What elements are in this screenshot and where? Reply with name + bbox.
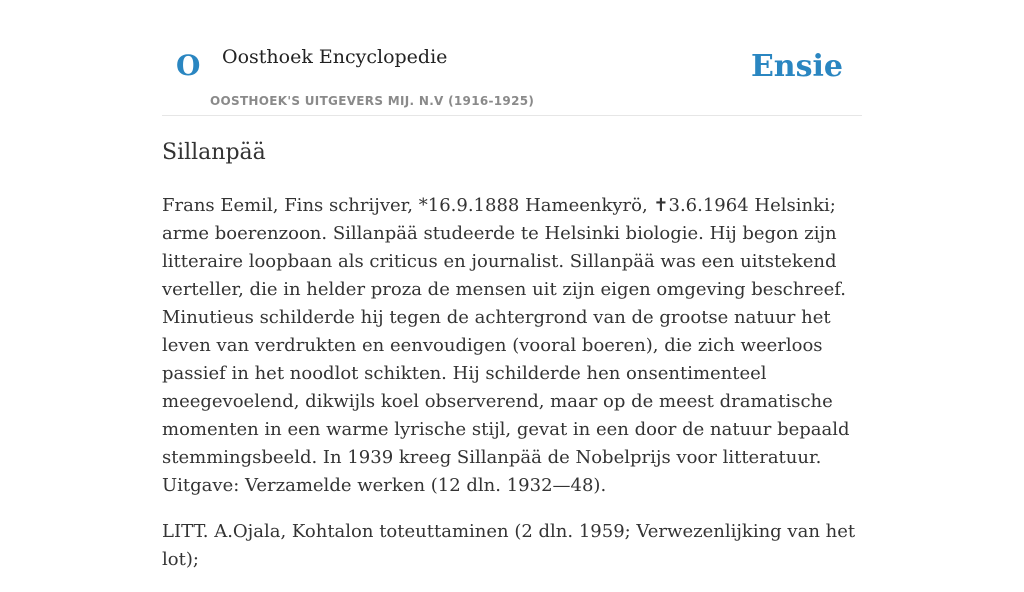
publisher-subtitle: OOSTHOEK'S UITGEVERS MIJ. N.V (1916-1925)	[210, 94, 535, 108]
ensie-logo[interactable]: Ensie	[750, 49, 843, 84]
encyclopedia-title[interactable]: Oosthoek Encyclopedie	[222, 46, 448, 68]
logo-icon[interactable]: O	[176, 49, 201, 82]
article-title: Sillanpää	[162, 140, 266, 165]
header	[162, 0, 862, 116]
page	[162, 0, 862, 570]
article-body	[162, 192, 862, 592]
article-paragraph: Frans Eemil, Fins schrijver, *16.9.1888 Hameenkyrö, ✝3.6.1964 Helsinki; arme boerenzoon. Sillanpää studeerde te Helsinki biologie. Hij begon zijn litteraire loopbaan als criticus en journalist. Sillanpää was een uitstekend verteller, die in helder proza de mensen uit zijn eigen omgeving beschreef. Minutieus schilderde hij tegen de achtergrond van de grootse natuur het leven van verdrukten en eenvoudigen (vooral boeren), die zich weerloos passief in het noodlot schikten. Hij schilderde hen onsentimenteel meegevoelend, dikwijls koel observerend, maar op de meest dramatische momenten in een warme lyrische stijl, gevat in een door de natuur bepaald stemmingsbeeld. In 1939 kreeg Sillanpää de Nobelprijs voor litteratuur. Uitgave: Verzamelde werken (12 dln. 1932—48).	[162, 195, 850, 496]
literature-paragraph: LITT. A.Ojala, Kohtalon toteuttaminen (2 dln. 1959; Verwezenlijking van het lot);	[162, 521, 856, 570]
